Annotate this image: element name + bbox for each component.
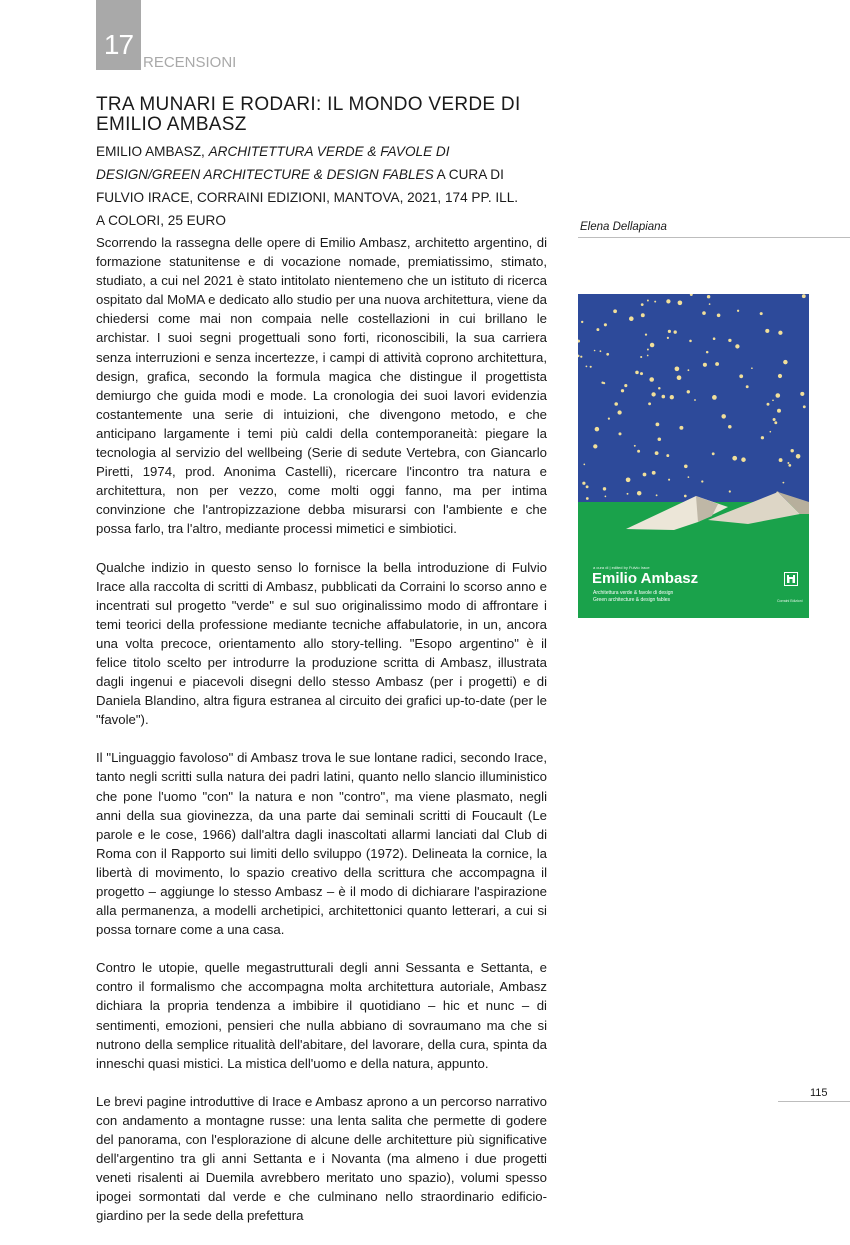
star-dot: [796, 454, 801, 459]
star-dot: [662, 395, 666, 399]
star-dot: [703, 363, 707, 367]
star-dot: [774, 421, 777, 424]
star-dot: [624, 384, 627, 387]
star-dot: [777, 409, 781, 413]
star-dot: [666, 454, 669, 457]
star-dot: [647, 300, 649, 302]
star-dot: [651, 392, 655, 396]
book-title: ARCHITETTURA VERDE & FAVOLE DI DESIGN/GREEN ARCHITECTURE & DESIGN FABLES: [96, 144, 450, 182]
star-dot: [649, 377, 654, 382]
star-dot: [594, 350, 596, 352]
star-dot: [621, 389, 624, 392]
star-dot: [666, 299, 670, 303]
star-dot: [658, 387, 661, 390]
star-dot: [618, 432, 621, 435]
cover-title: Emilio Ambasz: [592, 570, 699, 587]
section-tab: [96, 0, 141, 70]
article-body: [96, 233, 547, 1245]
star-dot: [637, 450, 640, 453]
star-dot: [751, 367, 753, 369]
star-dot: [737, 310, 739, 312]
star-dot: [791, 449, 794, 452]
star-dot: [581, 321, 583, 323]
star-dot: [717, 314, 721, 318]
star-dot: [595, 427, 600, 432]
star-dot: [778, 374, 782, 378]
star-dot: [739, 374, 743, 378]
star-dot: [593, 444, 597, 448]
star-dot: [640, 372, 643, 375]
star-dot: [648, 402, 651, 405]
star-dot: [590, 366, 592, 368]
reviewer-divider: [578, 237, 850, 238]
star-dot: [674, 330, 677, 333]
star-dot: [655, 451, 659, 455]
star-dot: [617, 410, 621, 414]
star-dot: [772, 399, 774, 401]
star-dot: [604, 323, 607, 326]
star-dot: [746, 385, 749, 388]
star-dot: [670, 395, 674, 399]
star-dot: [800, 392, 804, 396]
star-dot: [788, 464, 791, 467]
star-dot: [586, 366, 588, 368]
reviewer-name: Elena Dellapiana: [580, 221, 667, 233]
book-info: [96, 140, 526, 232]
star-dot: [614, 402, 618, 406]
star-dot: [654, 301, 656, 303]
star-dot: [735, 344, 739, 348]
star-dot: [650, 343, 654, 347]
star-dot: [765, 329, 769, 333]
star-dot: [694, 399, 696, 401]
star-dot: [778, 331, 782, 335]
section-number: 17: [103, 29, 134, 60]
cover-subtitle-en: Green architecture & design fables: [593, 597, 670, 603]
star-dot: [702, 311, 706, 315]
star-dot: [583, 464, 585, 466]
star-dot: [606, 353, 609, 356]
star-dot: [635, 371, 639, 375]
star-dot: [675, 366, 680, 371]
star-dot: [658, 438, 662, 442]
star-dot: [647, 349, 649, 351]
star-dot: [641, 303, 644, 306]
star-dot: [596, 328, 599, 331]
footer-divider: [778, 1101, 850, 1102]
star-dot: [687, 390, 690, 393]
book-author: EMILIO AMBASZ,: [96, 144, 209, 159]
star-dot: [678, 300, 683, 305]
star-dot: [601, 381, 603, 383]
paragraph-1: Scorrendo la rassegna delle opere di Emilio Ambasz, architetto argentino, di formazione statunitense e di vocazione nomade, premiatissimo, stimato, studiato, a cui nel 2021 è stato intitolato nientemeno che un istituto di ricerca ospitato dal MoMA e dedicato allo studio per una nuova architettura, viene da chiedersi come mai non compaia nelle costellazioni in cui brillano le archistar. I suoi segni progettuali sono forti, riconoscibili, la sua carriera senza interruzioni e senza incertezze, i campi di attività coprono architettura, design, grafica, secondo la formula magica che distingue il progettista demiurgo che guida modi e mode. La cronologia dei suoi lavori evidenzia costantemente una serie di intuizioni, che divengono metodo, e che anticipano largamente i temi più caldi della contemporaneità: piegare la tecnologia al servizio del wellbeing (Serie di sedute Vertebra, con Giancarlo Piretti, 1974, prod. Anonima Castelli), ricercare l'incontro tra natura e architettura, non per vezzo, come molti oggi fanno, ma per intima convinzione che l'antropizzazione debba misurarsi con l'ambiente e che possa farlo, tra l'altro, mediante processi mimetici e simbiotici.: [96, 235, 547, 537]
star-dot: [580, 356, 582, 358]
cover-publisher: Corraini Edizioni: [777, 599, 803, 603]
star-dot: [761, 436, 764, 439]
star-dot: [770, 431, 772, 433]
star-dot: [709, 303, 711, 305]
star-dot: [779, 458, 783, 462]
star-dot: [713, 337, 716, 340]
star-dot: [613, 309, 617, 313]
star-dot: [677, 375, 682, 380]
green-building-illustration: [578, 474, 809, 544]
star-dot: [645, 333, 647, 335]
star-dot: [629, 316, 634, 321]
publisher-logo-icon: [784, 572, 798, 586]
cover-credit: a cura di | edited by Fulvio Irace: [593, 565, 650, 570]
star-dot: [732, 456, 737, 461]
star-dot: [647, 355, 649, 357]
star-dot: [803, 405, 806, 408]
star-dot: [773, 418, 776, 421]
cover-subtitle-it: Architettura verde & favole di design: [593, 590, 674, 596]
star-dot: [684, 465, 688, 469]
star-dot: [679, 426, 683, 430]
paragraph-4: Contro le utopie, quelle megastrutturali degli anni Sessanta e Settanta, e contro il formalismo che accompagna molta architettura autoriale, Ambasz dichiara la propria tendenza a imbibire il quotidiano – hic et nunc – di sentimenti, emozioni, pensieri che nulla abbiano di sovraumano ma che si nutrono della semplice ritualità dell'abitare, del lavorare, della cura, spinta da inneschi quasi mistici. La mistica dell'uomo e della natura, appunto.: [96, 960, 547, 1071]
star-dot: [802, 294, 806, 298]
book-cover: [578, 294, 809, 618]
star-dot: [689, 340, 692, 343]
star-dot: [712, 395, 717, 400]
star-dot: [787, 462, 789, 464]
star-dot: [707, 295, 710, 298]
star-dot: [600, 350, 602, 352]
paragraph-5: Le brevi pagine introduttive di Irace e Ambasz aprono a un percorso narrativo con andamento a montagne russe: una lenta salita che permette di godere del panorama, con l'esplorazione di alcune delle architetture più significative dell'argentino tra gli anni Settanta e i Novanta (ma almeno i due progetti veneti risalenti ai Duemila avrebbero meritato uno spazio), volumi spesso ipogei sormontati dal verde e che culminano nello straordinario edificio-giardino per la sede della prefettura: [96, 1093, 547, 1224]
star-dot: [728, 425, 732, 429]
star-dot: [706, 351, 709, 354]
star-dot: [641, 313, 645, 317]
star-dot: [760, 312, 763, 315]
page-number: 115: [810, 1087, 828, 1099]
star-dot: [712, 452, 715, 455]
star-dot: [715, 362, 719, 366]
star-dot: [634, 445, 636, 447]
paragraph-3: Il "Linguaggio favoloso" di Ambasz trova le sue lontane radici, secondo Irace, tanto negli scritti sulla natura dei padri latini, quanto nello slancio illuministico che pone l'uomo "con" la natura e non "contro", ma viene plasmato, negli anni della sua giovinezza, da una parte dai seminali scritti di Foucault (Le parole e le cose, 1966) dall'altra dagli inascoltati allarmi lanciati dal Club di Roma con il Rapporto sui limiti dello sviluppo (1972). Delineata la cornice, la libertà di movimento, lo spazio creativo della scrittura che accompagna il progetto – aggiunge lo stesso Ambasz – è il modo di dichiarare l'aspirazione alla permanenza, a modelli archetipici, architettonici quanto letterari, a cui si possa tornare come a una casa.: [96, 750, 547, 938]
section-label: RECENSIONI: [143, 54, 237, 71]
star-dot: [608, 418, 610, 420]
star-dot: [741, 457, 746, 462]
paragraph-2: Qualche indizio in questo senso lo fornisce la bella introduzione di Fulvio Irace alla raccolta di scritti di Ambasz, pubblicati da Corraini lo scorso anno e incentrati sul progetto "verde" e sul suo originalissimo modo di affrontare i temi teorici della professione mediante tecniche affabulatorie, in un, ancora una volta precoce, orientamento allo story-telling. "Esopo argentino" è il felice titolo scelto per introdurre la produzione scritta di Ambasz, illustrata dagli ingenui e piacevoli disegni dello stesso Ambasz (per i progetti) e di Daniela Blandino, altra figura estranea al circuito dei grafici up-to-date (per le "favole").: [96, 559, 547, 728]
star-dot: [776, 393, 781, 398]
book-details: A CURA DI FULVIO IRACE, CORRAINI EDIZIONI, MANTOVA, 2021, 174 PP. ILL. A COLORI, 25 EURO: [96, 167, 519, 228]
star-dot: [668, 330, 671, 333]
star-dot: [656, 423, 660, 427]
star-dot: [721, 414, 726, 419]
star-dot: [728, 339, 731, 342]
star-dot: [783, 360, 787, 364]
article-title: TRA MUNARI E RODARI: IL MONDO VERDE DI EMILIO AMBASZ: [96, 94, 521, 135]
star-dot: [667, 337, 669, 339]
star-dot: [640, 356, 642, 358]
star-dot: [767, 403, 770, 406]
star-dot: [687, 369, 689, 371]
